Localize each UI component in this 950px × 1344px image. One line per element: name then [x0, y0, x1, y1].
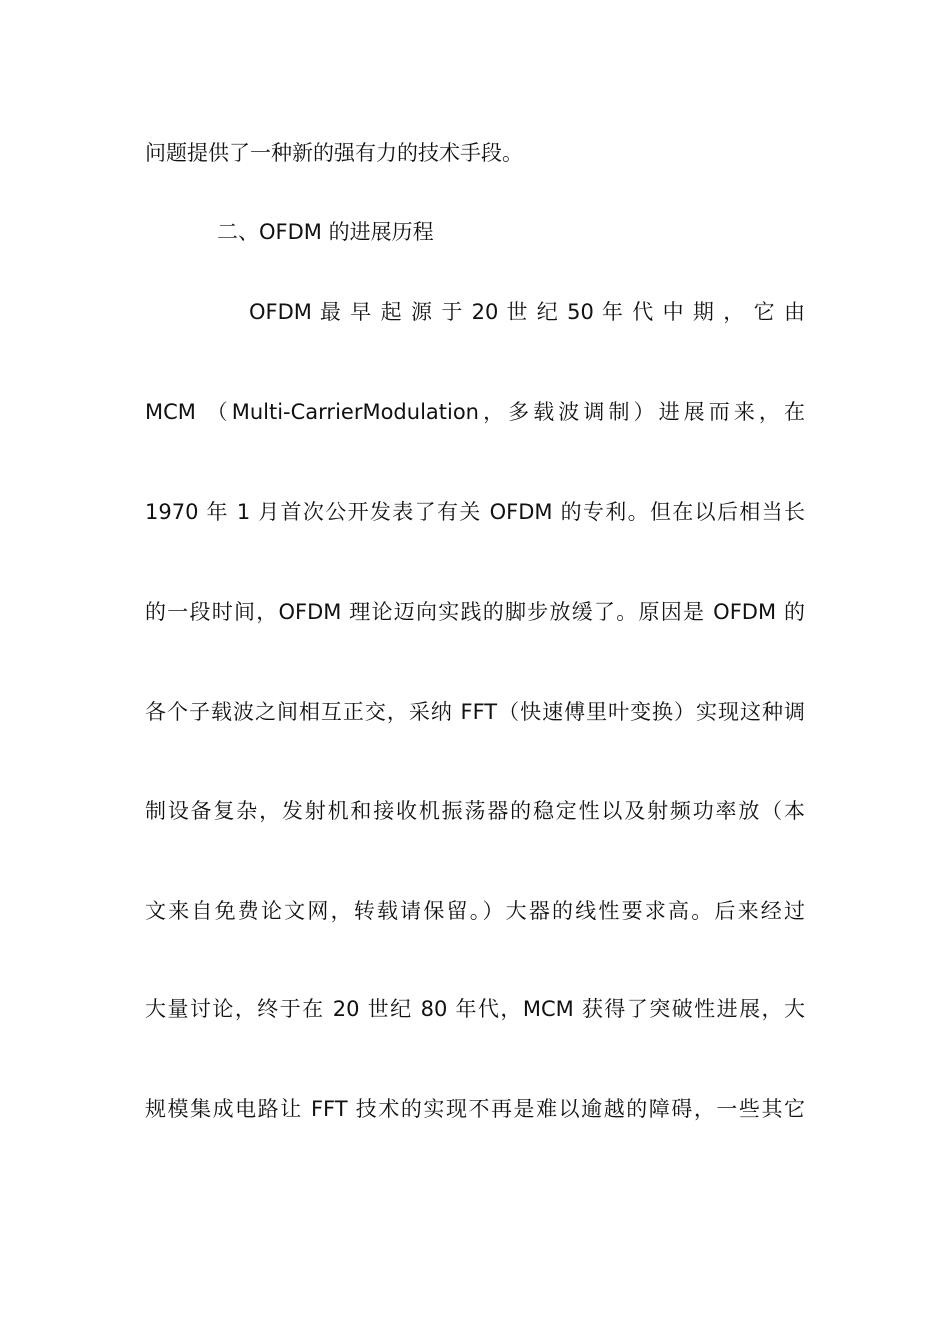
section-heading: 二、OFDM 的进展历程 [217, 220, 434, 244]
paragraph-end-line: 问题提供了一种新的强有力的技术手段。 [145, 141, 523, 165]
paragraph-line: 制设备复杂，发射机和接收机振荡器的稳定性以及射频功率放（本 [145, 799, 805, 823]
paragraph-line: OFDM 最 早 起 源 于 20 世 纪 50 年 代 中 期 ， 它 由 [249, 300, 805, 324]
paragraph-line: 大量讨论，终于在 20 世纪 80 年代，MCM 获得了突破性进展，大 [145, 997, 805, 1021]
paragraph-line: 的一段时间，OFDM 理论迈向实践的脚步放缓了。原因是 OFDM 的 [145, 600, 805, 624]
paragraph-line: MCM （Multi-CarrierModulation，多载波调制）进展而来，在 [145, 400, 805, 424]
paragraph-line: 规模集成电路让 FFT 技术的实现不再是难以逾越的障碍，一些其它 [145, 1097, 805, 1121]
paragraph-line: 文来自免费论文网，转载请保留。）大器的线性要求高。后来经过 [145, 899, 805, 923]
paragraph-line: 1970 年 1 月首次公开发表了有关 OFDM 的专利。但在以后相当长 [145, 500, 805, 524]
paragraph-line: 各个子载波之间相互正交，采纳 FFT（快速傅里叶变换）实现这种调 [145, 700, 805, 724]
